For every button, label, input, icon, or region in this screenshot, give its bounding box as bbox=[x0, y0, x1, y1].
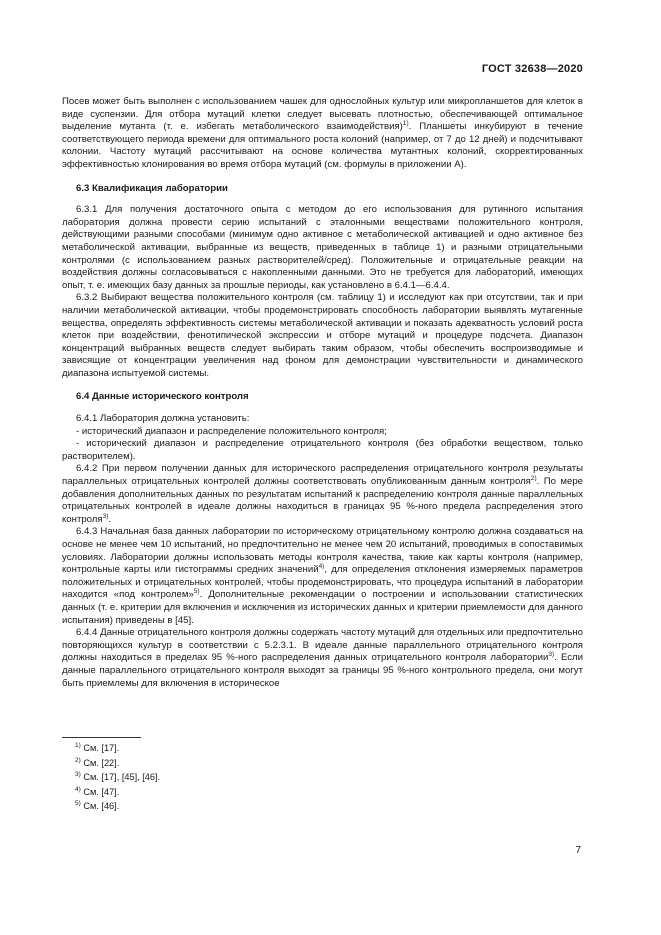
footnote-separator bbox=[62, 737, 141, 738]
paragraph-6-4-1: 6.4.1 Лаборатория должна установить: bbox=[76, 413, 250, 425]
footnote: $^{2)}$ См. [22]. bbox=[75, 756, 120, 768]
footnote-ref[interactable]: 2) bbox=[530, 475, 537, 483]
footnote-ref[interactable]: 5) bbox=[193, 588, 200, 596]
footnote-ref[interactable]: 4) bbox=[318, 563, 325, 571]
paragraph-6-3-1: 6.3.1 Для получения достаточного опыта с методом до его использования для рутинного испытания лаборатория должна провести серию испытаний с эталонными веществами положительного контроля, действующими разными способами (минимум одно активное с метаболической активацией и одно активное без метаболической активации, выбранные из веществ, приведенных в таблице 1) и разными отрицательными контролями (с использованием разных растворителей/сред). Положительные и отрицательные реакции на воздействия должны согласовываться с накопленными данными. Это не требуется для лабораторий, имеющих опыт, т. е. имеющих базу данных за прошлые периоды, как установлено в 6.4.1—6.4.4. bbox=[62, 204, 583, 291]
paragraph-6-3-2: 6.3.2 Выбирают вещества положительного контроля (см. таблицу 1) и исследуют как при отсутствии, так и при наличии метаболической активации, чтобы продемонстрировать способность лаборатории выявлять мутагенные вещества, определять эффективность системы метаболической активации и показать адекватность условий роста клеток при воздействии, фенотипической экспрессии и отборе мутаций и процедуре подсчета. Диапазон концентраций выбранных веществ следует выбирать таким образом, чтобы обеспечить воспроизводимые и зависящие от концентрации увеличения над фоном для демонстрации чувствительности и динамического диапазона испытуемой системы. bbox=[62, 292, 583, 379]
page-number: 7 bbox=[575, 845, 581, 856]
footnote: $^{5)}$ См. [46]. bbox=[75, 800, 120, 812]
paragraph-6-4-3: 6.4.3 Начальная база данных лаборатории по историческому отрицательному контролю должна создаваться на основе не менее чем 10 испытаний, но предпочтительно не менее чем 20 испытаний, проводимых в сопоставимых условиях. Лаборатории должны использовать методы контроля качества, такие как карты контроля (например, контрольные карты или гистограммы средних значений$^{4)}$, для определения отклонения измеряемых параметров положительных и отрицательных контролей, чтобы продемонстрировать, что процедура испытаний в лаборатории находится «под контролем»$^{5)}$. Дополнительные рекомендации о построении и использовании статистических данных (т. е. критерии для включения и исключения из исторических данных и критерии приемлемости для данного испытания) приведены в [45]. bbox=[62, 526, 583, 626]
paragraph-seeding: Посев может быть выполнен с использованием чашек для однослойных культур или микропланшетов для клеток в виде суспензии. Для отбора мутаций клетки следует высевать плотностью, обеспечивающей оптимальное выделение мутанта (т. е. избегать метаболического взаимодействия)$^{1)}$. Планшеты инкубируют в течение соответствующего периода времени для оптимального роста колоний (например, от 7 до 12 дней) и подсчитывают колонии. Частоту мутаций рассчитывают на основе количества мутантных колоний, скорректированных эффективностью клонирования во время отбора мутаций (см. формулы в приложении А). bbox=[62, 96, 583, 170]
footnote-ref[interactable]: 1) bbox=[402, 120, 409, 128]
section-heading-6-4: 6.4 Данные исторического контроля bbox=[76, 391, 249, 403]
footnote: $^{4)}$ См. [47]. bbox=[75, 785, 120, 797]
paragraph-6-4-2: 6.4.2 При первом получении данных для исторического распределения отрицательного контроля результаты параллельных отрицательных контролей должны соответствовать опубликованным данным контроля$^{2)}$. По мере добавления дополнительных данных по результатам испытаний к распределению контроля данные параллельных отрицательных контролей в идеале должны находиться в границах 95 %-ного предела распределения этого контроля$^{3)}$. bbox=[62, 463, 583, 525]
footnote: $^{3)}$ См. [17], [45], [46]. bbox=[75, 771, 161, 783]
section-heading-6-3: 6.3 Квалификация лаборатории bbox=[76, 182, 228, 194]
footnotes bbox=[75, 741, 160, 814]
paragraph-6-4-4: 6.4.4 Данные отрицательного контроля должны содержать частоту мутаций для отдельных или предпочтительно повторяющихся культур в соответствии с 5.2.3.1. В идеале данные параллельного отрицательного контроля должны находиться в пределах 95 %-ного распределения данных отрицательного контроля лаборатории$^{3)}$. Если данные параллельного отрицательного контроля выходят за границы 95 %-ного контрольного предела, они могут быть приемлемы для включения в историческое bbox=[62, 627, 583, 689]
list-item: - исторический диапазон и распределение отрицательного контроля (без обработки веществом, только растворителем). bbox=[62, 438, 583, 462]
footnote: $^{1)}$ См. [17]. bbox=[75, 742, 120, 753]
standard-header: ГОСТ 32638—2020 bbox=[481, 63, 583, 75]
list-item: - исторический диапазон и распределение положительного контроля; bbox=[76, 425, 387, 437]
footnote-ref[interactable]: 3) bbox=[102, 512, 109, 520]
body-text bbox=[62, 96, 583, 690]
footnote-ref[interactable]: 3) bbox=[548, 651, 555, 659]
